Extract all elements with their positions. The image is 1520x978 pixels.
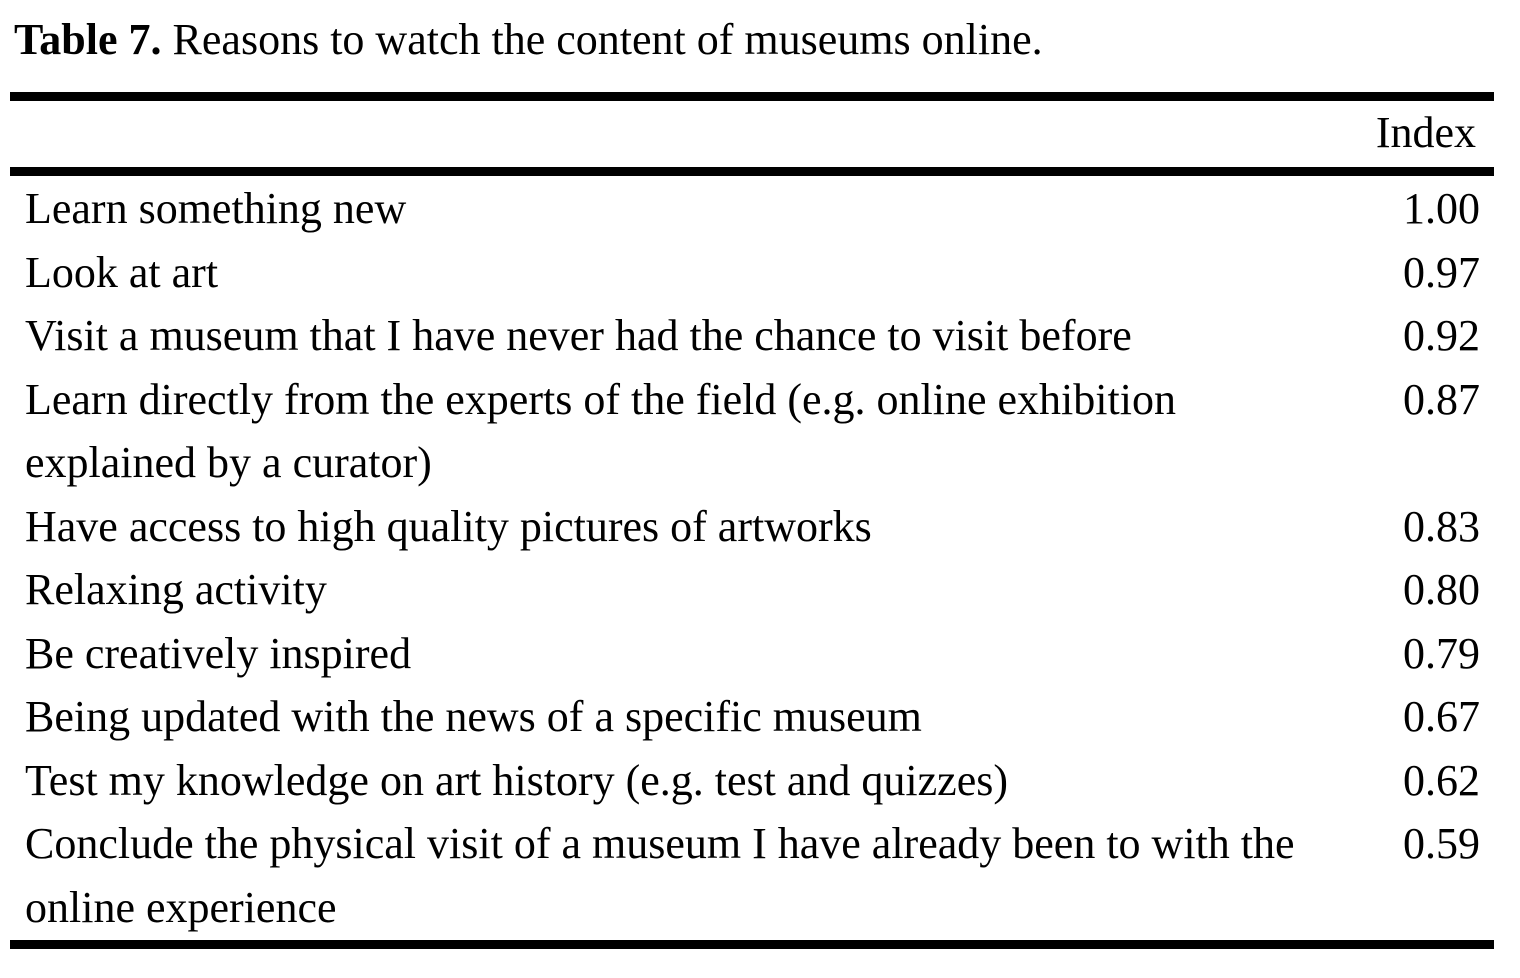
table-row (0, 812, 1520, 939)
index-cell: 0.59 (1403, 819, 1480, 868)
table-caption (14, 12, 1043, 68)
index-cell: 0.97 (1403, 247, 1480, 297)
index-cell: 0.79 (1403, 628, 1480, 678)
reason-cell: Learn directly from the experts of the field (e.g. online exhibition explained by a curator) (25, 374, 1176, 487)
index-cell: 1.00 (1403, 184, 1480, 233)
table-bottom-rule (10, 940, 1494, 949)
reason-cell: Test my knowledge on art history (e.g. test and quizzes) (25, 755, 1008, 805)
reason-cell: Look at art (25, 247, 219, 297)
table-row (0, 749, 1520, 813)
table-row (0, 368, 1520, 495)
reason-cell: Have access to high quality pictures of artworks (25, 501, 872, 551)
table-row (0, 558, 1520, 622)
index-cell: 0.92 (1403, 311, 1480, 360)
table-row (0, 685, 1520, 749)
index-cell: 0.87 (1403, 374, 1480, 424)
table-caption-label: Table 7. (14, 15, 162, 64)
table-row (0, 241, 1520, 305)
reason-cell: Learn something new (25, 184, 407, 233)
reason-cell: Being updated with the news of a specific museum (25, 692, 922, 741)
table-caption-text: Reasons to watch the content of museums online. (161, 15, 1043, 64)
index-cell: 0.80 (1403, 565, 1480, 614)
table-header-rule (10, 167, 1494, 176)
table-body (0, 177, 1520, 939)
index-cell: 0.83 (1403, 501, 1480, 551)
table-row (0, 304, 1520, 368)
reason-cell: Be creatively inspired (25, 628, 412, 678)
index-cell: 0.67 (1403, 692, 1480, 741)
table-row (0, 495, 1520, 559)
table-row (0, 177, 1520, 241)
table-row (0, 622, 1520, 686)
reason-cell: Visit a museum that I have never had the chance to visit before (25, 311, 1132, 360)
table-top-rule (10, 92, 1494, 101)
column-header-index: Index (1375, 108, 1476, 157)
reason-cell: Relaxing activity (25, 565, 327, 614)
reason-cell: Conclude the physical visit of a museum I have already been to with the online experience (25, 819, 1295, 932)
index-cell: 0.62 (1403, 755, 1480, 805)
